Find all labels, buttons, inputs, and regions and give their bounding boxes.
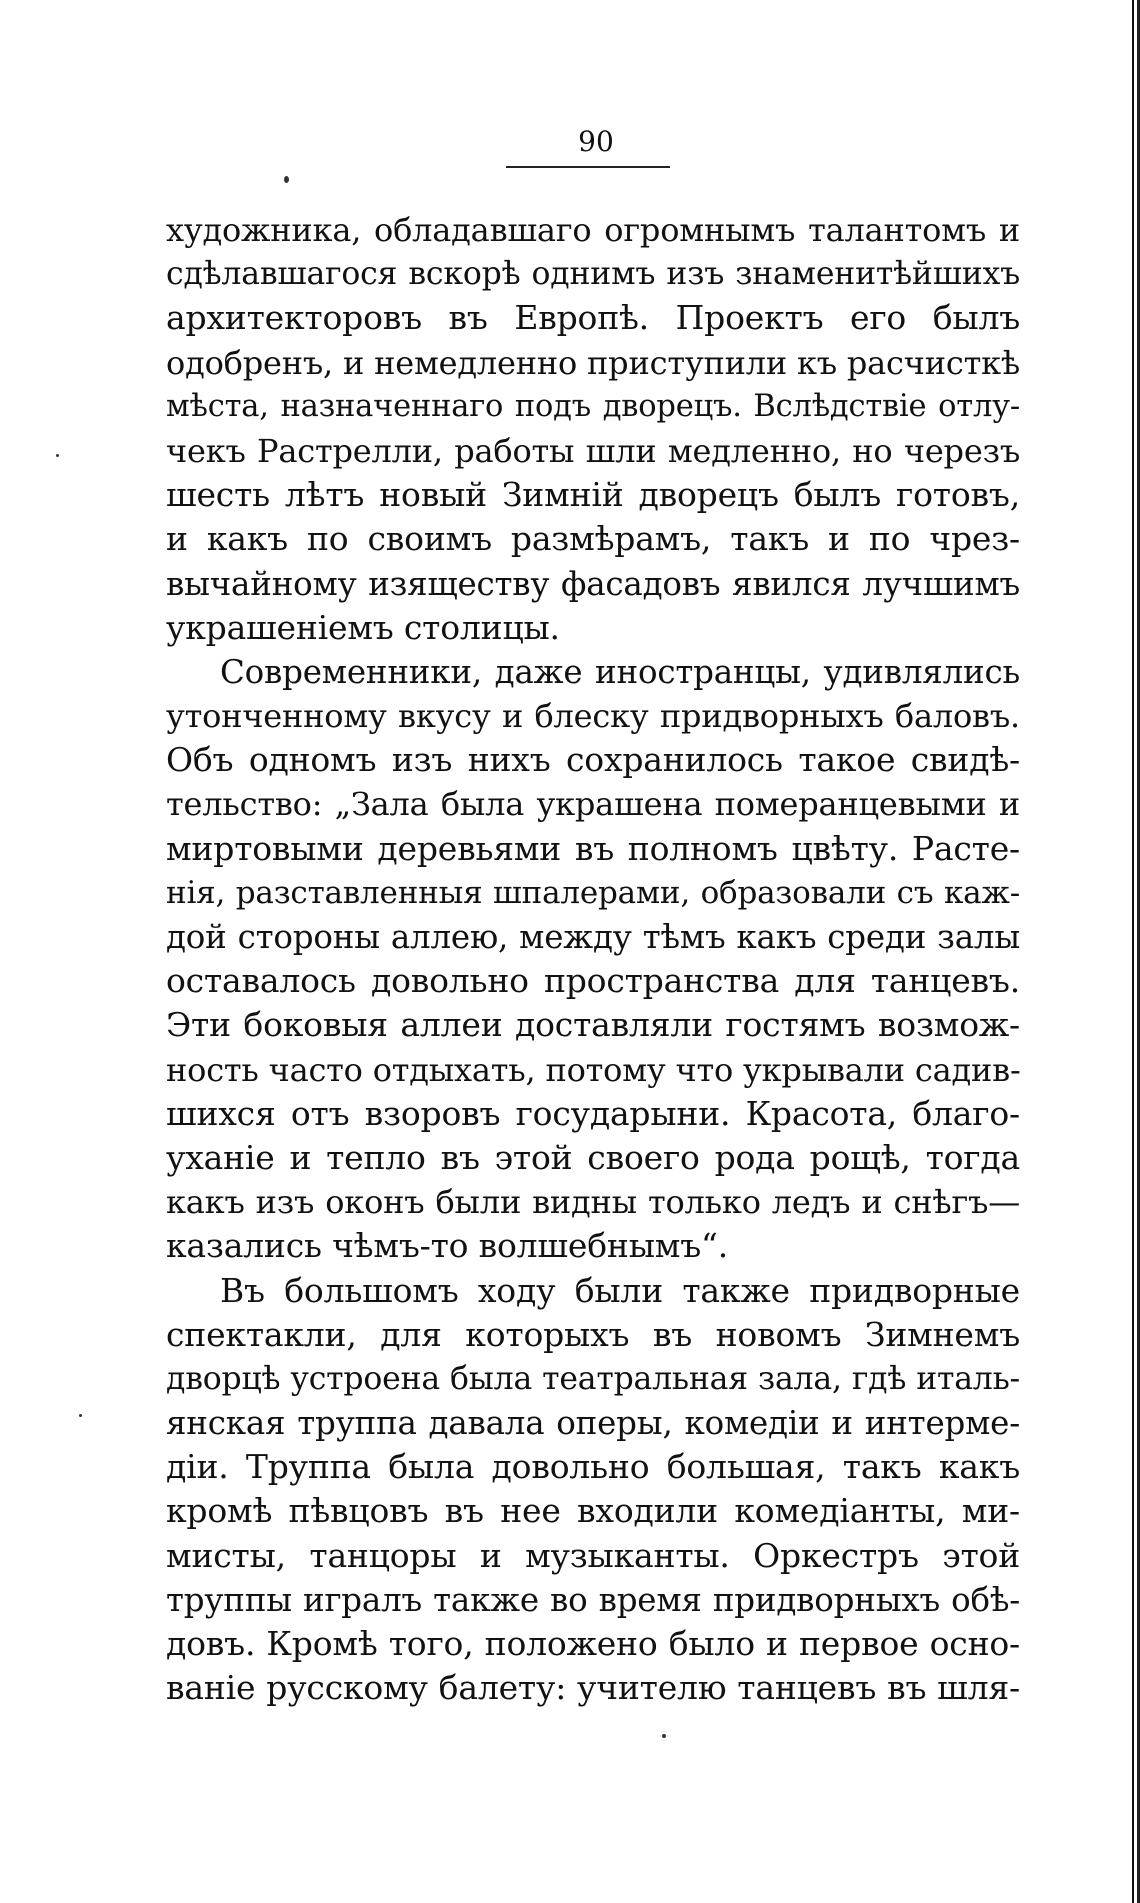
text-line: шихся отъ взоровъ государыни. Красота, благо- [166,1093,1020,1133]
text-line: Современники, даже иностранцы, удивлялись [220,652,1020,691]
text-line: Въ большомъ ходу были также придворные [220,1270,1020,1310]
text-line: одобренъ, и немедленно приступили къ расчисткѣ [166,343,1020,382]
text-line: мѣста, назначеннаго подъ дворецъ. Вслѣдствіе отлу- [166,388,1020,424]
text-line: діи. Труппа была довольно большая, такъ какъ [166,1447,1020,1487]
text-line: шесть лѣтъ новый Зимній дворецъ былъ готовъ, [166,475,1020,515]
text-line: дой стороны аллею, между тѣмъ какъ среди залы [166,918,1020,956]
page-number: 90 [578,125,614,158]
text-line: миртовыми деревьями въ полномъ цвѣту. Расте- [166,828,1020,868]
body-text [166,208,1020,1710]
scan-speck [662,1734,666,1738]
text-line: вычайному изяществу фасадовъ явился лучшимъ [166,564,1020,603]
text-line: какъ изъ оконъ были видны только ледъ и снѣгъ— [166,1183,1020,1222]
text-line: дворцѣ устроена была театральная зала, гдѣ италь- [166,1360,1020,1397]
text-line: уханіе и тепло въ этой своего рода рощѣ, тогда [166,1137,1020,1177]
text-line: утонченному вкусу и блеску придворныхъ баловъ. [166,697,1020,736]
text-line: оставалось довольно пространства для танцевъ. [166,961,1020,1001]
text-line: и какъ по своимъ размѣрамъ, такъ и по чрез- [166,519,1020,559]
text-line: спектакли, для которыхъ въ новомъ Зимнемъ [166,1314,1020,1354]
scan-speck [79,1414,82,1417]
paragraph-3 [166,1269,1020,1711]
text-line: Эти боковыя аллеи доставляли гостямъ возмож- [166,1005,1020,1045]
text-line: кромѣ пѣвцовъ въ нее входили комедіанты, ми- [166,1491,1020,1531]
scan-speck [56,454,59,457]
text-line: ность часто отдыхать, потому что укрывали садив- [166,1050,1021,1089]
text-line: сдѣлавшагося вскорѣ однимъ изъ знаменитѣйшихъ [166,256,1020,293]
text-line: нія, разставленныя шпалерами, образовали съ каж- [166,874,1020,911]
text-line: ваніе русскому балету: учителю танцевъ въ шля- [166,1668,1020,1708]
scan-speck [284,176,289,183]
header-rule [506,166,670,168]
text-line: украшеніемъ столицы. [166,607,560,647]
text-line: тельство: „Зала была украшена померанцевыми и [166,785,1020,824]
text-line: довъ. Кромѣ того, положено было и первое осно- [166,1624,1020,1663]
text-line: труппы игралъ также во время придворныхъ обѣ- [166,1580,1020,1619]
text-line: янская труппа давала оперы, комедіи и интерме- [166,1404,1020,1443]
text-line: казались чѣмъ-то волшебнымъ“. [166,1226,728,1266]
page-spine-edge [1132,0,1140,1903]
paragraph-2 [166,650,1020,1269]
text-line: архитекторовъ въ Европѣ. Проектъ его былъ [166,298,1020,338]
text-line: мисты, танцоры и музыканты. Оркестръ этой [166,1535,1020,1575]
text-line: Объ одномъ изъ нихъ сохранилось такое свидѣ- [166,740,1020,780]
paragraph-1 [166,208,1020,650]
text-line: художника, обладавшаго огромнымъ талантомъ и [166,211,1020,249]
text-line: чекъ Растрелли, работы шли медленно, но черезъ [166,431,1020,470]
